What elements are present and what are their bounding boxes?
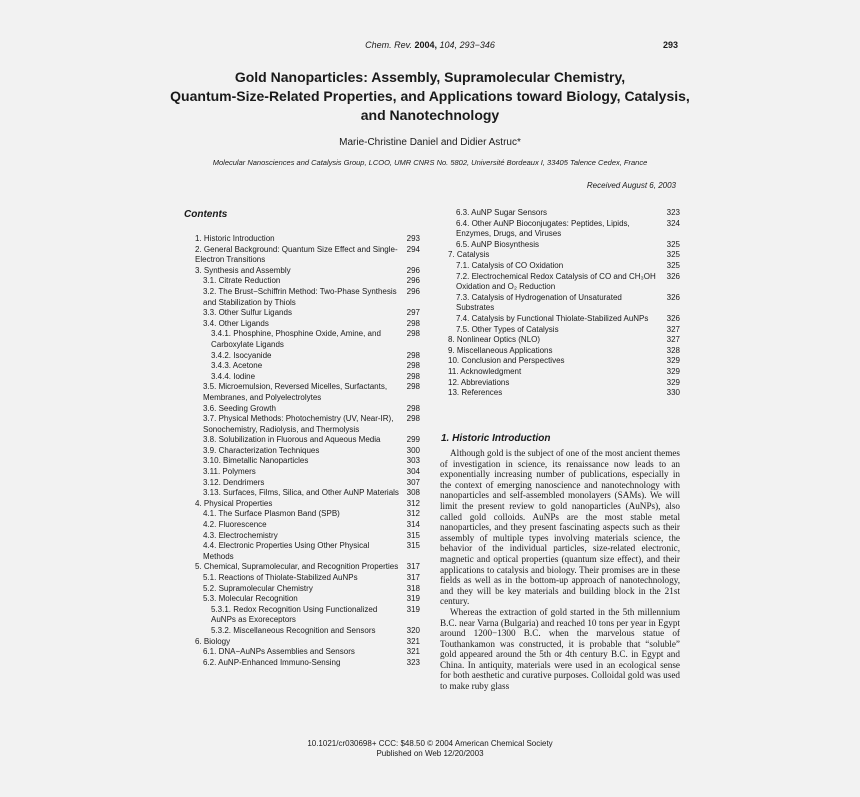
toc-left-column [195, 234, 420, 668]
toc-entry-page: 320 [406, 625, 420, 635]
toc-entry-title: 11. Acknowledgment [448, 366, 522, 376]
toc-entry-page: 319 [406, 604, 420, 614]
toc-entry-title: 4.2. Fluorescence [203, 520, 267, 530]
toc-entry-page: 303 [406, 456, 420, 466]
toc-entry [448, 346, 680, 357]
toc-entry [195, 287, 420, 308]
toc-entry [195, 541, 420, 562]
toc-entry-page: 325 [666, 239, 680, 249]
toc-entry [195, 467, 420, 478]
toc-entry [195, 562, 420, 573]
toc-entry-page: 315 [406, 530, 420, 540]
toc-entry [195, 414, 420, 435]
footer-published-line: Published on Web 12/20/2003 [376, 749, 484, 758]
toc-entry-page: 326 [666, 313, 680, 323]
toc-entry [195, 488, 420, 499]
toc-entry [448, 388, 680, 399]
toc-entry-title: 5.3.2. Miscellaneous Recognition and Sensors [211, 625, 376, 635]
toc-entry-page: 298 [406, 318, 420, 328]
toc-entry-page: 297 [406, 308, 420, 318]
toc-entry [195, 531, 420, 542]
toc-entry [195, 658, 420, 669]
contents-heading: Contents [184, 209, 228, 220]
toc-entry-title: 3.3. Other Sulfur Ligands [203, 308, 292, 318]
toc-entry-title: 7.3. Catalysis of Hydrogenation of Unsaturated Substrates [456, 292, 622, 313]
toc-entry-title: 6.5. AuNP Biosynthesis [456, 239, 540, 249]
toc-entry-page: 329 [666, 356, 680, 366]
toc-entry-page: 326 [666, 292, 680, 302]
toc-entry-title: 1. Historic Introduction [195, 234, 275, 243]
toc-entry [448, 325, 680, 336]
toc-entry-page: 298 [406, 414, 420, 424]
toc-entry-title: 3.9. Characterization Techniques [203, 445, 320, 455]
toc-entry-page: 321 [406, 636, 420, 646]
toc-entry [448, 367, 680, 378]
toc-entry-title: 3.5. Microemulsion, Reversed Micelles, Surfactants, Membranes, and Polyelectrolytes [203, 382, 388, 402]
toc-entry-title: 8. Nonlinear Optics (NLO) [448, 335, 541, 345]
toc-entry [195, 245, 420, 266]
toc-entry [448, 219, 680, 240]
toc-entry-page: 325 [666, 260, 680, 270]
toc-entry-title: 3.4.3. Acetone [211, 361, 263, 371]
toc-entry-title: 3.4.2. Isocyanide [211, 350, 272, 360]
journal-name: Chem. Rev. [365, 40, 412, 50]
toc-entry [195, 637, 420, 648]
toc-entry-page: 308 [406, 488, 420, 498]
toc-entry-title: 5.3.1. Redox Recognition Using Functionalized AuNPs as Exoreceptors [211, 604, 378, 625]
toc-entry [448, 293, 680, 314]
received-date: Received August 6, 2003 [586, 181, 676, 190]
toc-entry-page: 299 [406, 435, 420, 445]
section-heading: 1. Historic Introduction [441, 433, 551, 444]
footer-doi-line: 10.1021/cr030698+ CCC: $48.50 © 2004 American Chemical Society [307, 739, 553, 748]
toc-entry [448, 240, 680, 251]
toc-entry [195, 456, 420, 467]
toc-entry-title: 3.6. Seeding Growth [203, 403, 276, 413]
toc-entry-page: 296 [406, 276, 420, 286]
toc-entry [448, 314, 680, 325]
toc-entry-page: 326 [666, 271, 680, 281]
toc-entry-page: 327 [666, 324, 680, 334]
toc-entry-title: 7.1. Catalysis of CO Oxidation [456, 260, 564, 270]
toc-entry-page: 325 [666, 250, 680, 260]
toc-entry [195, 329, 420, 350]
toc-entry-page: 298 [406, 403, 420, 413]
title-line: Gold Nanoparticles: Assembly, Supramolecular Chemistry, [234, 69, 626, 85]
toc-entry [448, 378, 680, 389]
toc-entry [195, 308, 420, 319]
toc-entry-title: 7. Catalysis [448, 250, 490, 260]
toc-entry-page: 296 [406, 265, 420, 275]
toc-entry [448, 272, 680, 293]
toc-entry-title: 6.3. AuNP Sugar Sensors [456, 208, 548, 217]
toc-entry-title: 5.2. Supramolecular Chemistry [203, 583, 313, 593]
toc-entry-page: 319 [406, 594, 420, 604]
toc-entry-page: 323 [406, 657, 420, 667]
toc-entry-title: 6.2. AuNP-Enhanced Immuno-Sensing [203, 657, 341, 667]
toc-entry-page: 312 [406, 498, 420, 508]
authors: Marie-Christine Daniel and Didier Astruc* [339, 137, 521, 148]
toc-entry [195, 382, 420, 403]
toc-entry-title: 3.10. Bimetallic Nanoparticles [203, 456, 309, 466]
toc-entry [195, 276, 420, 287]
toc-entry-title: 4.1. The Surface Plasmon Band (SPB) [203, 509, 340, 519]
title-line: Quantum-Size-Related Properties, and Applications toward Biology, Catalysis, [170, 88, 690, 104]
toc-entry [195, 584, 420, 595]
toc-entry-title: 3.7. Physical Methods: Photochemistry (UV, Near-IR), Sonochemistry, Radiolysis, and Thermolysis [203, 414, 394, 434]
toc-entry-page: 330 [666, 388, 680, 398]
body-text [440, 448, 680, 692]
toc-entry-title: 3.8. Solubilization in Fluorous and Aqueous Media [203, 435, 381, 445]
toc-entry-title: 13. References [448, 388, 503, 398]
toc-entry-title: 7.4. Catalysis by Functional Thiolate-Stabilized AuNPs [456, 313, 649, 323]
toc-entry-title: 5.1. Reactions of Thiolate-Stabilized AuNPs [203, 573, 358, 582]
toc-entry [195, 626, 420, 637]
article-title [130, 68, 730, 125]
toc-entry-title: 5.3. Molecular Recognition [203, 594, 298, 604]
toc-entry-page: 329 [666, 366, 680, 376]
title-line: and Nanotechnology [360, 107, 500, 123]
toc-entry [195, 594, 420, 605]
toc-entry [448, 335, 680, 346]
toc-entry-page: 314 [406, 520, 420, 530]
toc-entry-title: 10. Conclusion and Perspectives [448, 356, 565, 366]
toc-entry-title: 3.4.4. Iodine [211, 371, 256, 381]
toc-entry [195, 605, 420, 626]
toc-entry-page: 300 [406, 445, 420, 455]
toc-entry-page: 298 [406, 329, 420, 339]
toc-entry-page: 307 [406, 477, 420, 487]
toc-entry [195, 509, 420, 520]
footer [0, 739, 860, 759]
toc-entry [448, 261, 680, 272]
toc-entry-title: 3.4.1. Phosphine, Phosphine Oxide, Amine, and Carboxylate Ligands [211, 329, 381, 349]
toc-entry-page: 317 [406, 562, 420, 572]
toc-entry [195, 319, 420, 330]
toc-entry-title: 2. General Background: Quantum Size Effect and Single-Electron Transitions [195, 244, 398, 265]
toc-right-column [448, 208, 680, 399]
toc-entry-title: 3.12. Dendrimers [203, 477, 265, 487]
toc-entry [195, 266, 420, 277]
toc-entry [195, 499, 420, 510]
body-paragraph: Although gold is the subject of one of the most ancient themes of investigation in science, its renaissance now leads to an exponentially increasing number of publications, especially in the context of emerging nanoscience and nanotechnology with nanoparticles and self-assembled monolayers (SAMs). We will limit the present review to gold nanoparticles (AuNPs), also called gold colloids. AuNPs are the most stable metal nanoparticles, and they present fascinating aspects such as their assembly of multiple types involving materials science, the behavior of the individual particles, size-related electronic, magnetic and optical properties (quantum size effect), and their applications to catalysis and biology. Their promises are in these fields as well as in the bottom-up approach of nanotechnology, and they will be key materials and building block in the 21st century. [440, 448, 680, 607]
journal-year: 2004, [414, 40, 438, 50]
toc-entry [195, 647, 420, 658]
toc-entry [195, 351, 420, 362]
toc-entry-title: 7.5. Other Types of Catalysis [456, 324, 559, 334]
toc-entry-page: 298 [406, 371, 420, 381]
toc-entry-title: 3. Synthesis and Assembly [195, 265, 291, 275]
toc-entry [195, 478, 420, 489]
toc-entry-page: 323 [666, 208, 680, 217]
toc-entry [448, 208, 680, 219]
toc-entry-page: 298 [406, 350, 420, 360]
toc-entry-page: 317 [406, 573, 420, 582]
toc-entry-page: 315 [406, 541, 420, 551]
toc-entry [195, 372, 420, 383]
toc-entry [448, 356, 680, 367]
toc-entry-page: 296 [406, 286, 420, 296]
toc-entry-title: 6.1. DNA−AuNPs Assemblies and Sensors [203, 647, 355, 657]
toc-entry-page: 327 [666, 335, 680, 345]
toc-entry-title: 3.11. Polymers [203, 467, 256, 477]
toc-entry-title: 3.4. Other Ligands [203, 318, 269, 328]
toc-entry-title: 9. Miscellaneous Applications [448, 345, 553, 355]
toc-entry [195, 573, 420, 584]
toc-entry [195, 520, 420, 531]
toc-entry-page: 293 [406, 234, 420, 243]
toc-entry-page: 294 [406, 244, 420, 254]
toc-entry-title: 3.1. Citrate Reduction [203, 276, 281, 286]
toc-entry [195, 435, 420, 446]
toc-entry-title: 12. Abbreviations [448, 377, 510, 387]
toc-entry-title: 6. Biology [195, 636, 231, 646]
toc-entry-title: 5. Chemical, Supramolecular, and Recognition Properties [195, 562, 399, 572]
toc-entry-page: 321 [406, 647, 420, 657]
toc-entry-title: 7.2. Electrochemical Redox Catalysis of CO and CH₃OH Oxidation and O₂ Reduction [456, 271, 656, 292]
affiliation: Molecular Nanosciences and Catalysis Group, LCOO, UMR CNRS No. 5802, Université Bordeaux I, 33405 Talence Cedex, France [212, 158, 648, 167]
body-paragraph: Whereas the extraction of gold started in the 5th millennium B.C. near Varna (Bulgaria) and reached 10 tons per year in Egypt around 1200−1300 B.C. when the marvelous statue of Touthankamon was constructed, it is probable that “soluble” gold appeared around the 5th or 4th century B.C. in Egypt and China. In antiquity, materials were used in an ecological sense for both aesthetic and curative purposes. Colloidal gold was used to make ruby glass [440, 606, 680, 692]
toc-entry [195, 404, 420, 415]
toc-entry [195, 446, 420, 457]
toc-entry-title: 4. Physical Properties [195, 498, 273, 508]
toc-entry [195, 234, 420, 245]
toc-entry-page: 298 [406, 361, 420, 371]
running-header [0, 40, 860, 50]
page-number: 293 [662, 40, 678, 50]
toc-entry-title: 6.4. Other AuNP Bioconjugates: Peptides, Lipids, Enzymes, Drugs, and Viruses [456, 218, 630, 239]
toc-entry-title: 3.13. Surfaces, Films, Silica, and Other AuNP Materials [203, 488, 399, 498]
toc-entry [195, 361, 420, 372]
toc-entry-title: 3.2. The Brust−Schiffrin Method: Two-Phase Synthesis and Stabilization by Thiols [203, 286, 397, 307]
toc-entry-page: 304 [406, 467, 420, 477]
journal-volume-pages: 104, 293−346 [439, 40, 495, 50]
toc-entry-page: 298 [406, 382, 420, 392]
toc-entry-page: 329 [666, 377, 680, 387]
toc-entry-title: 4.3. Electrochemistry [203, 530, 278, 540]
toc-entry-page: 312 [406, 509, 420, 519]
toc-entry-page: 318 [406, 583, 420, 593]
toc-entry [448, 250, 680, 261]
toc-entry-page: 324 [666, 218, 680, 228]
toc-entry-page: 328 [666, 345, 680, 355]
toc-entry-title: 4.4. Electronic Properties Using Other Physical Methods [203, 541, 370, 561]
